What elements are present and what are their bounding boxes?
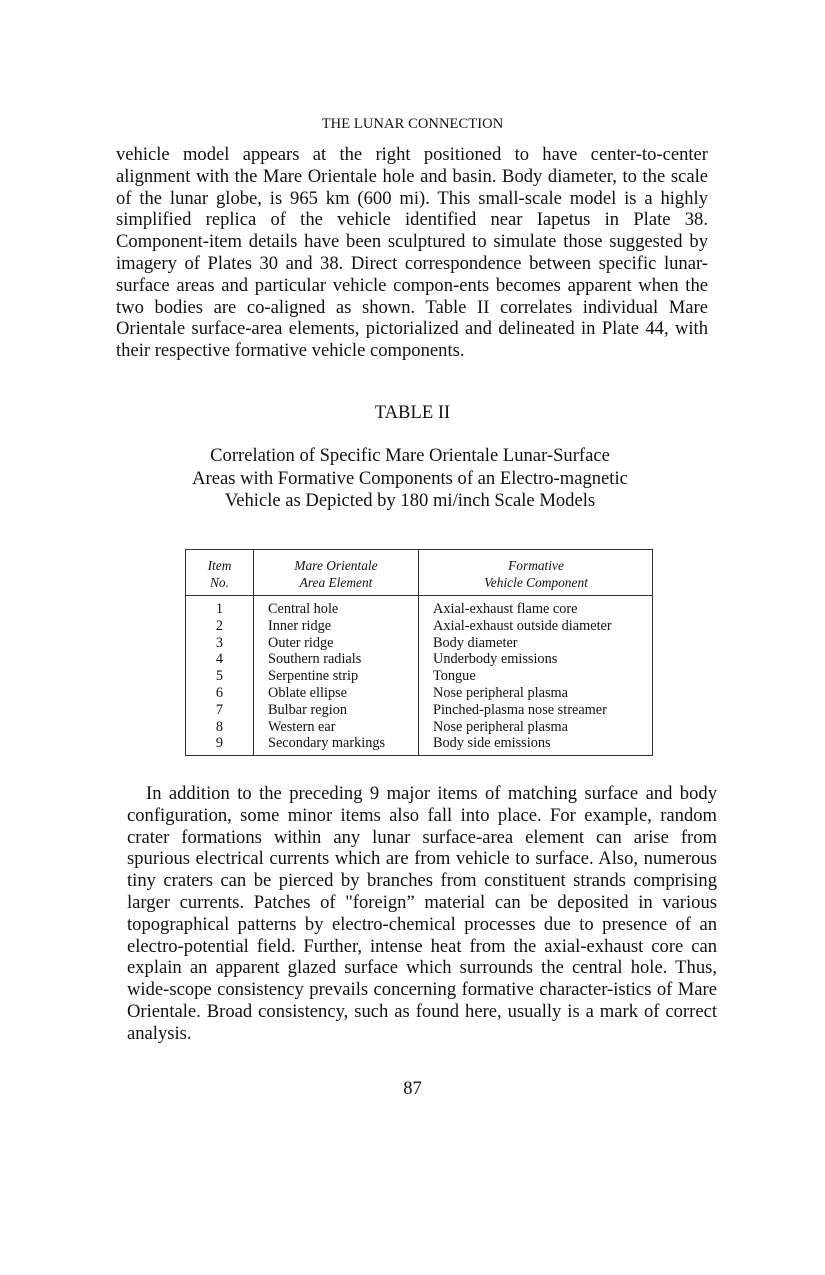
- area-element: Inner ridge: [268, 617, 332, 634]
- area-element: Bulbar region: [268, 701, 348, 718]
- column-header-item-no: [186, 558, 253, 591]
- table-row: [186, 635, 652, 652]
- area-element: Southern radials: [268, 651, 362, 668]
- item-number: 1: [215, 601, 224, 617]
- table-label: TABLE II: [374, 402, 451, 423]
- vehicle-component: Pinched-plasma nose streamer: [433, 701, 607, 718]
- area-element: Secondary markings: [268, 735, 386, 752]
- table-row: [186, 685, 652, 702]
- vehicle-component: Axial-exhaust flame core: [433, 601, 578, 617]
- item-number: 8: [215, 718, 224, 735]
- table-row: [186, 735, 652, 752]
- running-header: THE LUNAR CONNECTION: [321, 116, 504, 132]
- item-number: 5: [215, 668, 224, 685]
- vehicle-component: Nose peripheral plasma: [433, 718, 568, 735]
- column-header-area-element: [254, 558, 418, 591]
- table-row: [186, 668, 652, 685]
- item-number: 6: [215, 684, 224, 701]
- table-body: [186, 601, 652, 752]
- column-header-vehicle-component: [419, 558, 653, 591]
- table-row: [186, 719, 652, 736]
- header-line: Vehicle Component: [484, 574, 588, 590]
- header-line: Area Element: [299, 574, 373, 590]
- table-row: [186, 651, 652, 668]
- area-element: Outer ridge: [268, 634, 334, 651]
- paragraph-intro: vehicle model appears at the right positioned to have center-to-center alignment with the Mare Orientale hole and basin. Body diameter, to the scale of the lunar globe, is 965 km (600 mi). This small-scale model is a highly simplified replica of the vehicle identified near Iapetus in Plate 38. Component-item details have been sculptured to simulate those suggested by imagery of Plates 30 and 38. Direct correspondence between specific lunar-surface areas and particular vehicle compon-ents becomes apparent when the two bodies are co-aligned as shown. Table II correlates individual Mare Orientale surface-area elements, pictorialized and delineated in Plate 44, with their respective formative vehicle components.: [116, 144, 708, 362]
- header-line: Formative: [508, 558, 564, 573]
- table-caption: Correlation of Specific Mare Orientale Lunar-Surface Areas with Formative Components of an Electro-magnetic Vehicle as Depicted by 180 mi/inch Scale Models: [192, 445, 628, 511]
- vehicle-component: Underbody emissions: [433, 651, 558, 668]
- table-row: [186, 702, 652, 719]
- correlation-table: [185, 549, 653, 756]
- header-divider: [186, 595, 652, 596]
- table-row: [186, 601, 652, 618]
- vehicle-component: Body diameter: [433, 634, 518, 651]
- paragraph-conclusion: In addition to the preceding 9 major items of matching surface and body configuration, some minor items also fall into place. For example, random crater formations within any lunar surface-area element can arise from spurious electrical currents which are from vehicle to surface. Also, numerous tiny craters can be pierced by branches from constituent strands comprising larger currents. Patches of "foreign” material can be deposited in various topographical patterns by electro-chemical processes due to presence of an electro-potential field. Further, intense heat from the axial-exhaust core can explain an apparent glazed surface which surrounds the central hole. Thus, wide-scope consistency prevails concerning formative character-istics of Mare Orientale. Broad consistency, such as found here, usually is a mark of correct analysis.: [127, 783, 717, 1044]
- table-row: [186, 618, 652, 635]
- area-element: Central hole: [268, 601, 339, 617]
- area-element: Oblate ellipse: [268, 684, 348, 701]
- item-number: 7: [215, 701, 224, 718]
- vehicle-component: Axial-exhaust outside diameter: [433, 617, 612, 634]
- vehicle-component: Body side emissions: [433, 735, 551, 752]
- page-number: 87: [403, 1078, 422, 1099]
- item-number: 2: [215, 617, 224, 634]
- header-line: Mare Orientale: [294, 558, 378, 573]
- header-line: No.: [210, 574, 229, 590]
- item-number: 4: [215, 651, 224, 668]
- item-number: 9: [215, 735, 224, 752]
- area-element: Western ear: [268, 718, 336, 735]
- item-number: 3: [215, 634, 224, 651]
- header-line: Item: [207, 558, 232, 573]
- vehicle-component: Nose peripheral plasma: [433, 684, 568, 701]
- vehicle-component: Tongue: [433, 668, 476, 685]
- area-element: Serpentine strip: [268, 668, 359, 685]
